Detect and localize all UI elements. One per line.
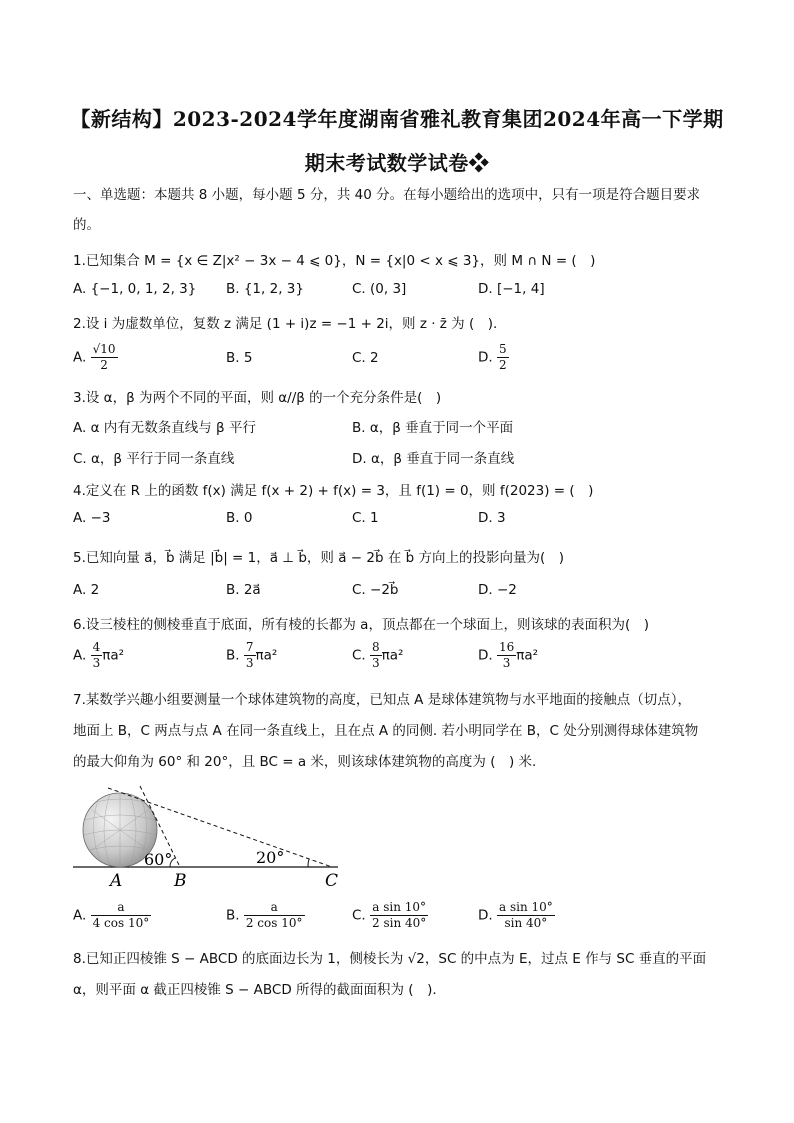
sphere-elevation-figure [70,780,350,895]
angle-label-20: 20° [256,848,285,867]
q7-b-den: 2 cos 10° [245,916,303,930]
q2-a-fraction [91,342,118,373]
q7-option-c [352,900,428,931]
q2-d-label: D. [478,349,493,366]
question-3-stem: 3.设 α，β 为两个不同的平面，则 α//β 的一个充分条件是( ) [73,390,442,406]
question-2-options [73,342,723,376]
q7-a-den: 4 cos 10° [92,916,150,930]
question-8-line-1: 8.已知正四棱锥 S − ABCD 的底面边长为 1，侧棱长为 √2，SC 的中点为 E，过点 E 作与 SC 垂直的平面 [73,951,707,967]
question-5-options [73,582,723,610]
q2-option-c: C. 2 [352,350,379,366]
q2-a-den: 2 [100,358,108,372]
q7-option-b [226,900,305,931]
q7-b-fraction [244,900,305,931]
q6-b-label: B. [226,647,240,664]
q5-option-d: D. −2 [478,582,517,598]
q2-option-a [73,342,118,373]
question-1-stem: 1.已知集合 M = {x ∈ Z|x² − 3x − 4 ⩽ 0}，N = {x|0 < x ⩽ 3}，则 M ∩ N = ( ) [73,253,596,269]
q6-option-d [478,640,538,671]
q1-option-b: B. {1, 2, 3} [226,281,304,297]
q1-option-a: A. {−1, 0, 1, 2, 3} [73,281,197,297]
q7-d-fraction [497,900,555,931]
q3-option-c: C. α，β 平行于同一条直线 [73,451,235,467]
question-7-line-2: 地面上 B，C 两点与点 A 在同一条直线上，且在点 A 的同侧. 若小明同学在 B，C 处分别测得球体建筑物 [73,723,699,739]
exam-title-line-1: 【新结构】2023-2024学年度湖南省雅礼教育集团2024年高一下学期 [70,107,724,131]
q7-d-label: D. [478,907,493,924]
q7-c-fraction [370,900,428,931]
q6-c-den: 3 [372,656,380,670]
question-6-options [73,640,723,676]
q7-c-den: 2 sin 40° [372,916,427,930]
q6-a-fraction [91,640,103,671]
q6-c-fraction [370,640,382,671]
q7-a-num: a [91,900,152,916]
q2-a-num: √10 [92,342,116,356]
question-5-stem: 5.已知向量 a⃗，b⃗ 满足 |b⃗| = 1，a⃗ ⊥ b⃗，则 a⃗ − 2b⃗ 在 b⃗ 方向上的投影向量为( ) [73,550,565,566]
angle-arc-20 [308,859,309,867]
q6-b-num: 7 [245,640,254,654]
q4-option-b: B. 0 [226,510,253,526]
q6-a-den: 3 [92,656,101,670]
section-header: 一、单选题：本题共 8 小题，每小题 5 分，共 40 分。在每小题给出的选项中，只有一项是符合题目要求的。 [73,187,701,233]
q7-b-label: B. [226,907,240,924]
question-8-line-2: α，则平面 α 截正四棱锥 S − ABCD 所得的截面面积为 ( ). [73,982,437,998]
q5-option-a: A. 2 [73,582,100,598]
q6-option-a [73,640,124,671]
q4-option-c: C. 1 [352,510,379,526]
q6-b-tail: πa² [255,647,278,664]
q7-option-a [73,900,151,931]
q2-option-b: B. 5 [226,350,253,366]
q6-c-label: C. [352,647,366,664]
question-6-stem: 6.设三棱柱的侧棱垂直于底面，所有棱的长都为 a，顶点都在一个球面上，则该球的表面积为( ) [73,617,649,633]
question-3-options-row-2 [73,447,723,475]
q7-a-fraction [91,900,152,931]
q4-option-d: D. 3 [478,510,506,526]
q5-option-c: C. −2b⃗ [352,582,399,598]
q2-option-d [478,342,509,373]
question-4-options [73,510,723,538]
q3-option-b: B. α，β 垂直于同一个平面 [352,420,514,436]
q6-b-fraction [244,640,256,671]
q2-d-den: 2 [498,358,507,372]
q6-option-c [352,640,403,671]
q3-option-a: A. α 内有无数条直线与 β 平行 [73,420,256,436]
q7-d-num: a sin 10° [498,900,553,914]
question-7-line-3: 的最大仰角为 60° 和 20°，且 BC = a 米，则该球体建筑物的高度为 ( ) 米. [73,754,537,770]
q2-d-num: 5 [498,342,507,356]
point-label-c: C [325,871,339,891]
q6-d-num: 16 [498,640,515,654]
angle-label-60: 60° [144,850,173,869]
q6-option-b [226,640,277,671]
q1-option-c: C. (0, 3] [352,281,407,297]
q7-c-num: a sin 10° [370,900,428,916]
q6-a-num: 4 [92,640,101,654]
q6-d-tail: πa² [516,647,539,664]
question-3-options-row-1 [73,416,723,444]
q4-option-a: A. −3 [73,510,111,526]
q3-option-d: D. α，β 垂直于同一条直线 [352,451,515,467]
q7-c-label: C. [352,907,366,924]
point-label-b: B [174,871,187,891]
q6-b-den: 3 [245,656,254,670]
q6-d-den: 3 [502,656,511,670]
q7-a-label: A. [73,907,87,924]
q6-c-num: 8 [372,640,380,654]
question-2-stem: 2.设 i 为虚数单位，复数 z 满足 (1 + i)z = −1 + 2i，则 z · z̄ 为 ( ). [73,316,498,332]
q6-a-label: A. [73,647,87,664]
q2-a-label: A. [73,349,87,366]
exam-title-line-2: 期末考试数学试卷❖ [304,151,490,175]
question-4-stem: 4.定义在 R 上的函数 f(x) 满足 f(x + 2) + f(x) = 3，且 f(1) = 0，则 f(2023) = ( ) [73,483,594,499]
q6-c-tail: πa² [381,647,404,664]
point-label-a: A [110,871,123,891]
q1-option-d: D. [−1, 4] [478,281,545,297]
q6-a-tail: πa² [102,647,125,664]
q7-option-d [478,900,555,931]
q6-d-fraction [497,640,516,671]
question-1-options [73,281,723,309]
question-7-line-1: 7.某数学兴趣小组要测量一个球体建筑物的高度，已知点 A 是球体建筑物与水平地面的接触点（切点）， [73,692,691,708]
q6-d-label: D. [478,647,493,664]
q5-option-b: B. 2a⃗ [226,582,261,598]
question-7-options [73,900,723,936]
q2-d-fraction [497,342,509,373]
q7-d-den: sin 40° [504,916,548,930]
q7-b-num: a [244,900,305,916]
